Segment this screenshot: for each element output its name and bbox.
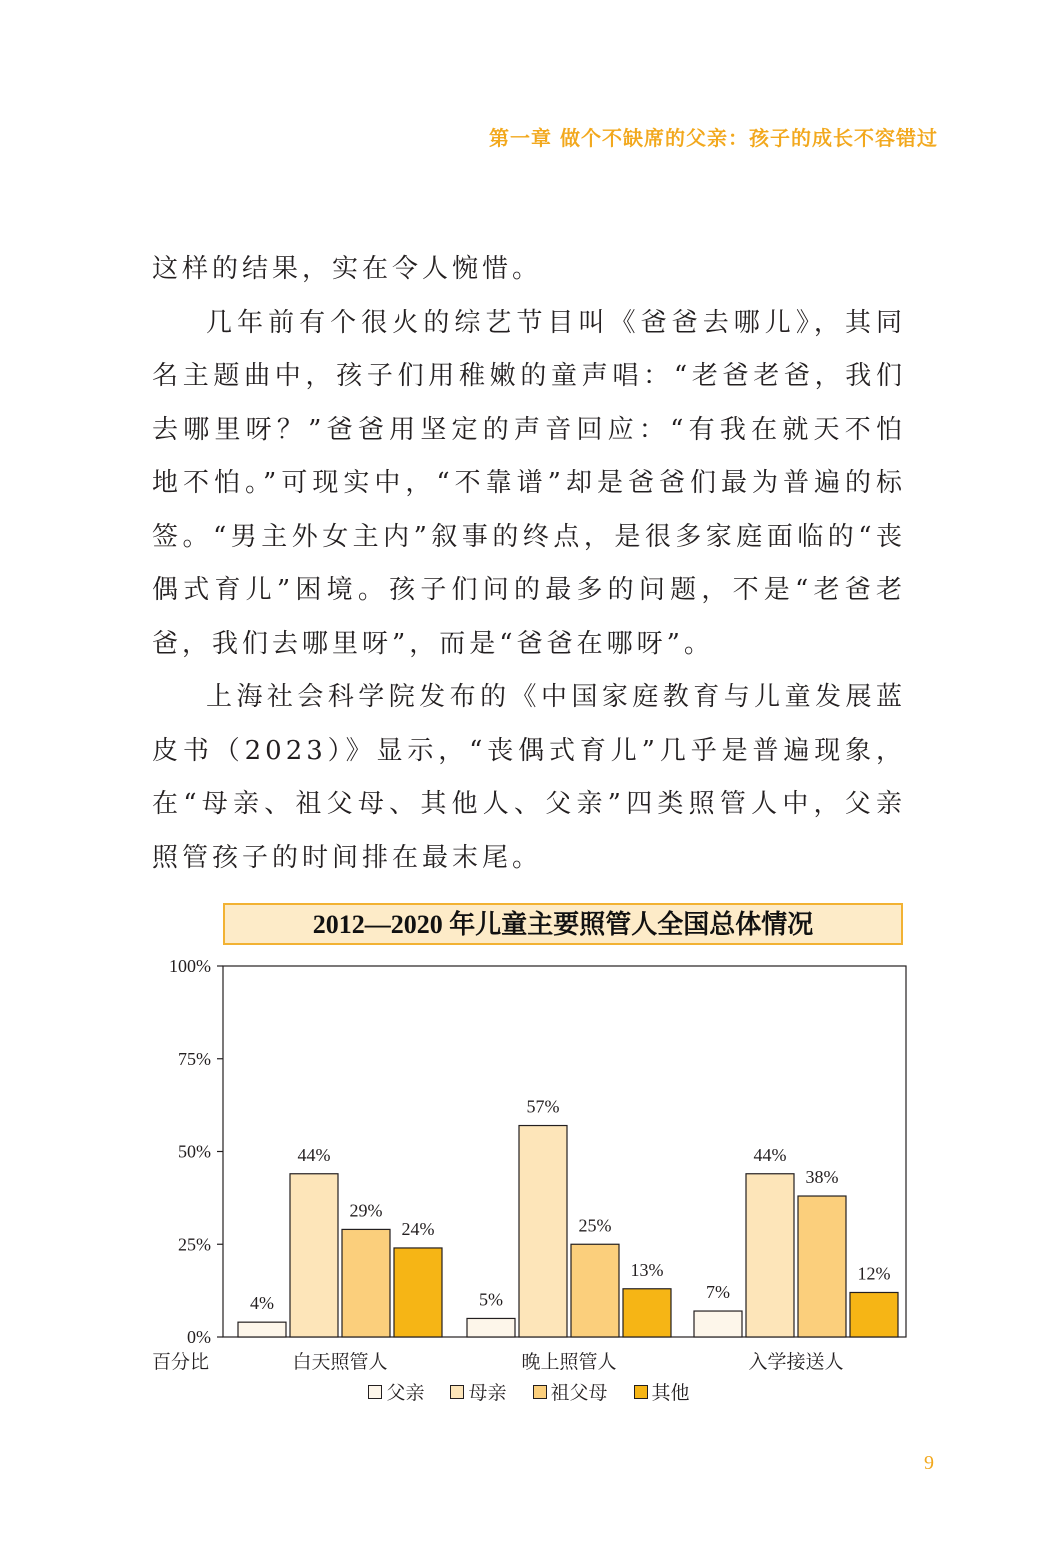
bar-1-2 xyxy=(746,1174,794,1337)
legend-swatch-others xyxy=(634,1385,648,1399)
bar-data-label: 57% xyxy=(526,1096,560,1117)
legend-item-mother xyxy=(450,1378,506,1405)
page-number: 9 xyxy=(924,1452,934,1474)
legend-item-father xyxy=(368,1378,424,1405)
paragraph-1: 这样的结果，实在令人惋惜。 xyxy=(152,254,543,284)
bar-3-2 xyxy=(850,1292,898,1337)
y-axis-label: 百分比 xyxy=(152,1351,210,1373)
bar-2-0 xyxy=(342,1229,390,1337)
legend-swatch-mother xyxy=(450,1385,464,1399)
y-tick-label: 25% xyxy=(178,1234,211,1255)
bar-2-2 xyxy=(798,1196,846,1337)
bar-3-0 xyxy=(394,1248,442,1337)
bar-data-label: 38% xyxy=(805,1167,839,1188)
bar-0-0 xyxy=(238,1322,286,1337)
category-label: 白天照管人 xyxy=(292,1351,388,1373)
category-label: 晚上照管人 xyxy=(521,1351,617,1373)
legend-label-mother: 母亲 xyxy=(468,1382,507,1404)
bar-0-2 xyxy=(694,1311,742,1337)
y-tick-label: 50% xyxy=(178,1141,211,1162)
bar-1-1 xyxy=(519,1126,567,1337)
bar-data-label: 4% xyxy=(250,1293,274,1314)
bar-1-0 xyxy=(290,1174,338,1337)
legend-swatch-father xyxy=(368,1385,382,1399)
chart-legend xyxy=(0,1378,1058,1405)
bar-data-label: 7% xyxy=(706,1282,730,1303)
bar-0-1 xyxy=(467,1318,515,1337)
bar-data-label: 5% xyxy=(479,1289,503,1310)
bar-chart xyxy=(140,955,920,1375)
category-label: 入学接送人 xyxy=(748,1351,844,1373)
y-tick-label: 0% xyxy=(187,1327,211,1347)
legend-label-others: 其他 xyxy=(651,1382,690,1404)
y-tick-label: 100% xyxy=(169,956,211,976)
y-tick-label: 75% xyxy=(178,1048,211,1069)
legend-item-others xyxy=(634,1378,690,1405)
legend-label-father: 父亲 xyxy=(386,1382,425,1404)
bar-data-label: 29% xyxy=(349,1200,383,1221)
body-text xyxy=(152,243,906,885)
bar-data-label: 12% xyxy=(857,1263,891,1284)
legend-item-grandparents xyxy=(533,1378,608,1405)
bar-data-label: 24% xyxy=(401,1218,435,1239)
paragraph-3: 上海社会科学院发布的《中国家庭教育与儿童发展蓝皮书（2023）》显示，“丧偶式育儿”几乎是普遍现象，在“母亲、祖父母、其他人、父亲”四类照管人中，父亲照管孩子的时间排在最末尾。 xyxy=(152,682,906,873)
bar-3-1 xyxy=(623,1289,671,1337)
legend-label-grandparents: 祖父母 xyxy=(550,1382,608,1404)
chart-title: 2012—2020 年儿童主要照管人全国总体情况 xyxy=(223,903,903,945)
bar-2-1 xyxy=(571,1244,619,1337)
bar-data-label: 13% xyxy=(630,1259,664,1280)
bar-data-label: 44% xyxy=(297,1144,331,1165)
bar-data-label: 44% xyxy=(753,1144,787,1165)
bar-data-label: 25% xyxy=(578,1215,612,1236)
legend-swatch-grandparents xyxy=(533,1385,547,1399)
running-header: 第一章 做个不缺席的父亲：孩子的成长不容错过 xyxy=(489,126,938,150)
paragraph-2: 几年前有个很火的综艺节目叫《爸爸去哪儿》，其同名主题曲中，孩子们用稚嫩的童声唱：“老爸老爸，我们去哪里呀？”爸爸用坚定的声音回应：“有我在就天不怕地不怕。”可现实中，“不靠谱”却是爸爸们最为普遍的标签。“男主外女主内”叙事的终点，是很多家庭面临的“丧偶式育儿”困境。孩子们问的最多的问题，不是“老爸老爸，我们去哪里呀”，而是“爸爸在哪呀”。 xyxy=(152,307,906,659)
